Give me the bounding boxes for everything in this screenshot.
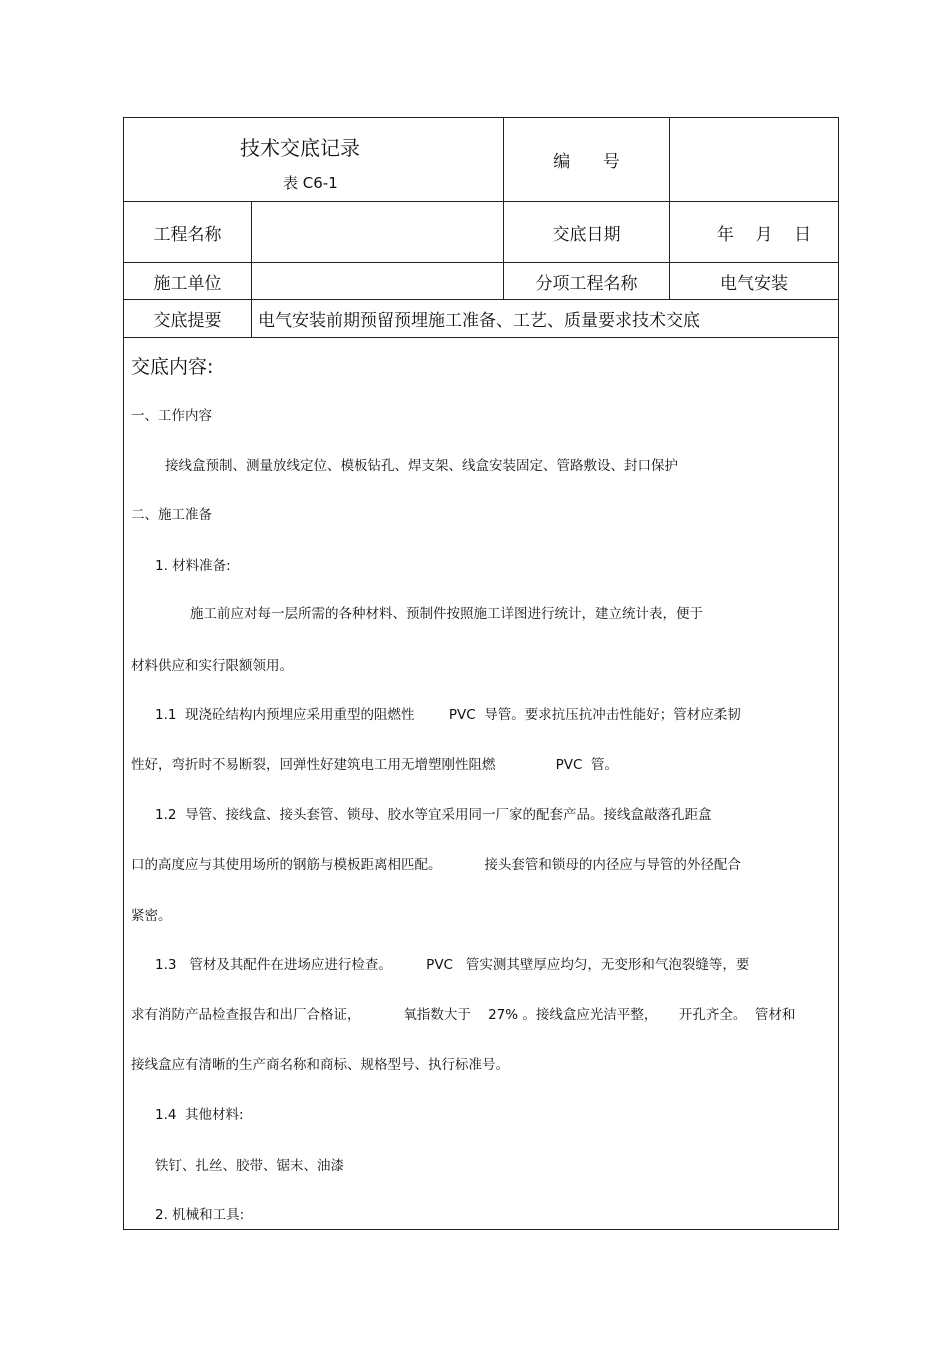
item-1-1-line-2: 性好，弯折时不易断裂，回弹性好建筑电工用无增塑刚性阻燃 PVC 管。 [131, 757, 618, 773]
content-heading: 交底内容: [131, 356, 214, 378]
project-name-label: 工程名称 [153, 224, 222, 245]
form-title: 技术交底记录 [240, 136, 360, 160]
number-label: 编 号 [553, 152, 620, 172]
project-name-value[interactable] [252, 202, 503, 262]
item-1-4-title: 1.4 其他材料: [155, 1107, 244, 1123]
sub-project-value[interactable]: 电气安装 [720, 273, 788, 294]
item-1-2-line-1: 1.2 导管、接线盒、接头套管、锁母、胶水等宜采用同一厂家的配套产品。接线盒敲落孔距盒 [155, 807, 712, 823]
section-2-title: 二、施工准备 [131, 507, 212, 523]
materials-title: 1. 材料准备: [155, 558, 231, 574]
item-1-2-line-3: 紧密。 [131, 908, 172, 924]
materials-line-2: 材料供应和实行限额领用。 [131, 658, 293, 674]
date-label: 交底日期 [552, 224, 621, 245]
item-1-2-line-2: 口的高度应与其使用场所的钢筋与模板距离相匹配。 接头套管和锁母的内径应与导管的外径配合 [131, 857, 741, 873]
item-1-1-line-1: 1.1 现浇砼结构内预埋应采用重型的阻燃性 PVC 导管。要求抗压抗冲击性能好；管材应柔韧 [155, 707, 741, 723]
construction-unit-label: 施工单位 [153, 273, 222, 294]
tech-disclosure-form [123, 117, 839, 1230]
item-1-3-line-1: 1.3 管材及其配件在进场应进行检查。 PVC 管实测其壁厚应均匀，无变形和气泡裂缝等，要 [155, 957, 750, 973]
row-divider [124, 337, 838, 338]
construction-unit-value[interactable] [252, 263, 503, 299]
number-value[interactable] [670, 118, 838, 201]
item-1-3-line-2: 求有消防产品检查报告和出厂合格证， 氧指数大于 27% 。接线盒应光洁平整， 开孔齐全。 管材和 [131, 1007, 796, 1023]
date-value[interactable]: 年 月 日 [716, 224, 812, 245]
tools-title: 2. 机械和工具: [155, 1207, 245, 1223]
section-1-title: 一、工作内容 [131, 408, 212, 424]
summary-value: 电气安装前期预留预埋施工准备、工艺、质量要求技术交底 [258, 311, 700, 331]
summary-label: 交底提要 [153, 311, 222, 331]
sub-project-label: 分项工程名称 [535, 273, 638, 294]
materials-line-1: 施工前应对每一层所需的各种材料、预制件按照施工详图进行统计，建立统计表，便于 [190, 606, 703, 622]
section-1-text: 接线盒预制、测量放线定位、模板钻孔、焊支架、线盒安装固定、管路敷设、封口保护 [165, 458, 678, 474]
form-number-code: 表 C6-1 [283, 174, 338, 192]
item-1-3-line-3: 接线盒应有清晰的生产商名称和商标、规格型号、执行标准号。 [131, 1057, 509, 1073]
item-1-4-text: 铁钉、扎丝、胶带、锯末、油漆 [155, 1158, 344, 1174]
